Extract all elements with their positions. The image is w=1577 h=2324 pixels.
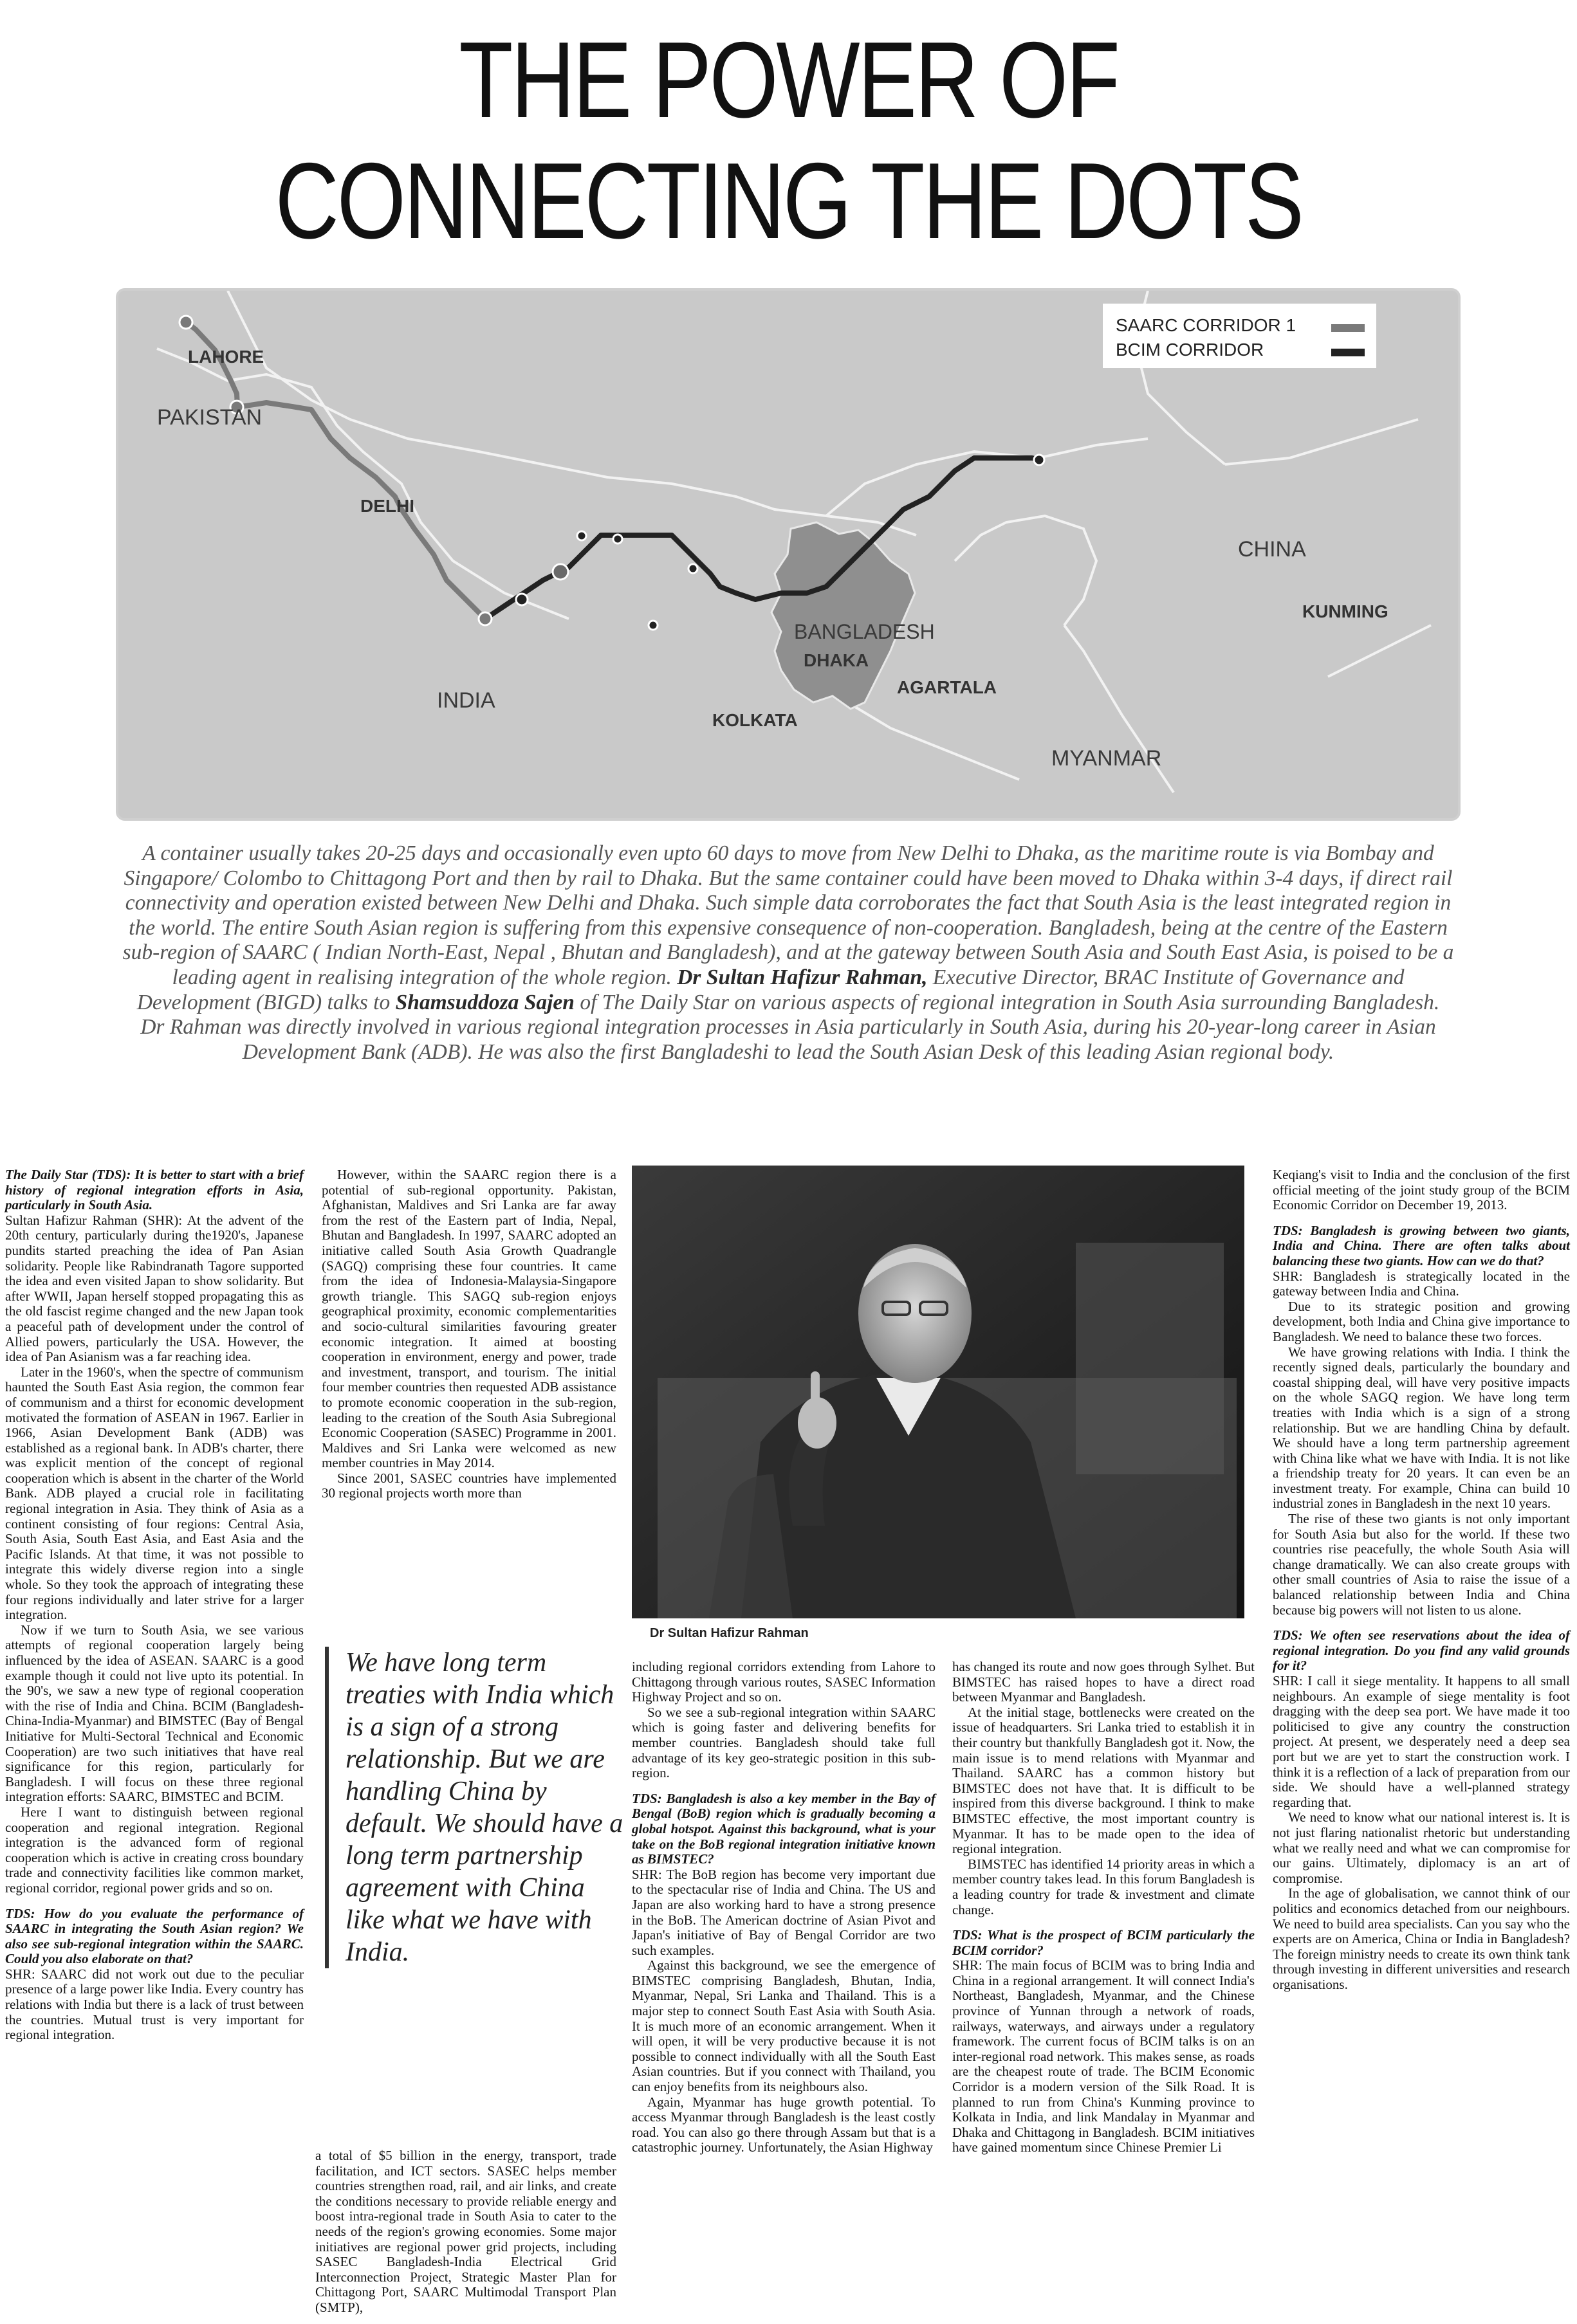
kolkata-marker [479,612,492,625]
label-kunming: KUNMING [1302,601,1388,621]
legend-saarc-swatch [1331,324,1365,332]
headline-line-2: CONNECTING THE DOTS [275,140,1302,261]
corridor-map [116,288,1461,821]
agartala-marker [553,564,568,580]
label-pakistan: PAKISTAN [157,405,263,430]
interview-answer: SHR: The main focus of BCIM was to bring India and China in a regional arrangement. It will connect India's Northeast, Bangladesh, Myanmar, and the Chinese province of Yunnan through a network of roads, railways, waterways, and airways under a regulatory framework. The current focus of BCIM talks is on an inter-regional road network. This makes sense, as roads are the cheapest route of trade. The BCIM Economic Corridor is a modern version of the Silk Road. It is planned to run from China's Kunming province to Kolkata in India, and link Mandalay in Myanmar and Dhaka and Chittagong in Bangladesh. BCIM initiatives have gained momentum since Chinese Premier Li [952,1957,1255,2155]
intro-text-3: of The Daily Star on various aspects of regional integration in South Asia surrounding Bangladesh. Dr Rahman was directly involved in various regional integration processes in Asia particularly in South Asia, during his 20-year-long career in Asian Development Bank (ADB). He was also the first Bangladeshi to lead the South Asian Desk of this leading Asian regional body. [140,990,1440,1064]
body-paragraph: In the age of globalisation, we cannot think of our politics and economics detached from our neighbours. We need to build area specialists. Can you say who the experts are on America, China or India in Bangladesh? The foreign ministry needs to create its own think tank through investing in different universities and research organisations. [1273,1885,1570,1992]
body-paragraph: BIMSTEC has identified 14 priority areas in which a member country takes lead. In this forum Bangladesh is a leading country for trade & investment and climate change. [952,1856,1255,1917]
body-paragraph: Later in the 1960's, when the spectre of communism haunted the South East Asia region, the common fear of communism and a thirst for economic development motivated the formation of ASEAN in 1967. Earlier in 1966, Asian Development Bank (ADB) was established as a regional bank. In ADB's charter, there was explicit mention of the concept of regional cooperation which is absent in the charter of the World Bank. ADB played a crucial role in facilitating regional integration in Asia. They think of Asia as a continent consisting of four regions: Central Asia, South Asia, South East Asia, and East Asia and the Pacific Islands. At that time, it was not possible to integrate this widely diverse region into a single whole. So they took the approach of integrating these four regions individually and later strive for a larger integration. [5,1364,304,1623]
body-paragraph: Since 2001, SASEC countries have implemented 30 regional projects worth more than [322,1470,616,1501]
legend-bcim-label: BCIM CORRIDOR [1116,340,1264,360]
interview-answer: including regional corridors extending from Lahore to Chittagong through various routes, SASEC Information Highway Project and so on. [632,1659,936,1705]
interview-answer: SHR: Bangladesh is strategically located in the gateway between India and China. [1273,1268,1570,1299]
legend-saarc-label: SAARC CORRIDOR 1 [1116,315,1296,335]
body-paragraph: Here I want to distinguish between regional cooperation and regional integration. Regional integration is the advanced form of regional cooperation which is active in creating cross boundary trade and connectivity facilities like common market, regional corridor, regional power grids and so on. [5,1804,304,1896]
interview-answer: SHR: The BoB region has become very important due to the spectacular rise of India and China. The US and Japan are also working hard to have a strong presence in the BoB. The American doctrine of Asian Pivot and Japan's initiative of Bay of Bengal Corridor are two such examples. [632,1866,936,1958]
body-paragraph: We have growing relations with India. I think the recently signed deals, particularly the boundary and coastal shipping deal, will have very positive impacts on the whole SAGQ region. We have long term treaties with India which is a sign of a strong relationship. But we are handling China by default. We should have a long term partnership agreement with China like what we have with India. It is not like a friendship treaty for 20 years. It can even be an investment treaty. For example, China can build 10 industrial zones in Bangladesh in the next 10 years. [1273,1344,1570,1512]
label-kolkata: KOLKATA [712,710,798,730]
imphal-marker [613,535,622,544]
interview-question: TDS: Bangladesh is also a key member in the Bay of Bengal (BoB) region which is gradually becoming a global hotspot. Against this background, what is your take on the BoB regional integration initiative known as BIMSTEC? [632,1790,936,1867]
body-paragraph: The rise of these two giants is not only important for South Asia but also for the world. If these two countries rise peacefully, the whole South Asia will change dramatically. We can also create groups with other small countries of Asia to raise the issue of a balanced relationship between India and China because big powers will not listen to us alone. [1273,1511,1570,1618]
interview-question: TDS: How do you evaluate the performance of SAARC in integrating the South Asian region? We also see sub-regional integration within the SAARC. Could you also elaborate on that? [5,1905,304,1967]
lashio-marker [688,564,697,573]
body-paragraph: So we see a sub-regional integration within SAARC which is going faster and delivering benefits for member countries. Bangladesh should take full advantage of its key geo-strategic position in this sub-region. [632,1704,936,1781]
photo-illustration [632,1166,1244,1618]
map-legend [1103,304,1376,368]
interview-answer: Keqiang's visit to India and the conclusion of the first official meeting of the joint study group of the BCIM Economic Corridor on December 19, 2013. [1273,1167,1570,1213]
column-3 [632,1660,936,2155]
interview-answer: SHR: SAARC did not work out due to the peculiar presence of a large power like India. Every country has relations with India but there is a lack of trust between the countries. Mutual trust is very important for regional integration. [5,1966,304,2043]
label-india: INDIA [437,688,495,713]
body-paragraph: Now if we turn to South Asia, we see various attempts of regional cooperation largely being influenced by the idea of ASEAN. SAARC is a good example though it could not live upto its potential. In the 90's, we saw a new type of regional cooperation with the rise of India and China. BCIM (Bangladesh-China-India-Myanmar) and BIMSTEC (Bay of Bengal Initiative for Multi-Sectoral Technical and Economic Cooperation) are two such initiatives that have real significance for this region, particularly for Bangladesh. I will focus on these three regional integration efforts: SAARC, BIMSTEC and BCIM. [5,1622,304,1805]
lahore-marker [180,316,192,329]
body-paragraph: Due to its strategic position and growing development, both India and China give importance to Bangladesh. We need to balance these two forces. [1273,1298,1570,1344]
photo-caption: Dr Sultan Hafizur Rahman [650,1626,809,1640]
label-china: CHINA [1238,537,1306,562]
label-dhaka: DHAKA [804,650,869,670]
interview-answer: has changed its route and now goes through Sylhet. But BIMSTEC has raised hopes to have a direct road between Myanmar and Bangladesh. [952,1659,1255,1705]
body-paragraph: Again, Myanmar has huge growth potential. To access Myanmar through Bangladesh is the least costly road. You can also go there through Assam but that is a catastrophic journey. Unfortunately, the Asian Highway [632,2094,936,2155]
dhaka-marker [516,594,528,605]
body-paragraph: At the initial stage, bottlenecks were created on the issue of headquarters. Sri Lanka tried to establish it in their country but thankfully Bangladesh got it. Now, the main issue is to mend relations with Myanmar and Thailand. SAARC has a common history but BIMSTEC does not have that. It is difficult to be inspired from this diverse background. I think to make BIMSTEC effective, the most important country is Myanmar. It has to be made open to the idea of regional integration. [952,1704,1255,1857]
column-2-top [322,1167,616,1501]
interviewer-name: Shamsuddoza Sajen [395,990,575,1014]
interview-answer: Sultan Hafizur Rahman (SHR): At the advent of the 20th century, particularly during the1920's, Japanese pundits started preaching the idea of Pan Asian solidarity. People like Rabindranath Tagore supported the idea and even visited Japan to show solidarity. But after WWII, Japan herself stopped propagating this as the old fascist regime changed and the new Japan took a peaceful path of development under the control of Allied powers, particularly the USA. However, the idea of Pan Asianism was a far reaching idea. [5,1212,304,1365]
interview-question: The Daily Star (TDS): It is better to start with a brief history of regional integration efforts in Asia, particularly in South Asia. [5,1167,304,1213]
legend-bcim-swatch [1331,349,1365,356]
interview-answer: SHR: I call it siege mentality. It happens to all small neighbours. An example of siege mentality is foot dragging with the deep sea port. We have made it too politicised to give any country the construction project. At present, we desperately need a deep sea port but we are yet to start the construction work. I think it is a reflection of a lack of preparation from our side. We should have a well-planned strategy regarding that. [1273,1673,1570,1810]
label-agartala: AGARTALA [897,677,997,697]
interview-question: TDS: We often see reservations about the idea of regional integration. Do you find any valid grounds for it? [1273,1627,1570,1674]
column-5 [1273,1167,1570,1992]
kunming-marker [1034,455,1044,465]
body-paragraph: We need to know what our national interest is. It is not just flaring nationalist rhetoric but understanding what we really need and what we can compromise for our gains. Ultimately, diplomacy is an art of compromise. [1273,1809,1570,1886]
column-2-bottom [315,2148,616,2316]
column-4 [952,1660,1255,2155]
label-lahore: LAHORE [188,347,264,367]
body-paragraph: Against this background, we see the emergence of BIMSTEC comprising Bangladesh, Bhutan, India, Myanmar, Nepal, Sri Lanka and Thailand. This is a major step to connect South East Asia with South Asia. It is much more of an economic arrangement. When it will open, it will be very productive because it is not possible to connect individually with all the South East Asian countries. But if you connect with Thailand, you can enjoy benefits from its neighbours also. [632,1957,936,2095]
body-paragraph: However, within the SAARC region there is a potential of sub-regional opportunity. Pakistan, Afghanistan, Maldives and Sri Lanka are far away from the rest of the Eastern part of India, Nepal, Bhutan and Bangladesh. In 1997, SAARC adopted an initiative called South Asia Growth Quadrangle (SAGQ) comprising these four countries. It came from the idea of Indonesia-Malaysia-Singapore growth triangle. This SAGQ sub-region enjoys geographical proximity, economic complementarities and socio-cultural similarities favouring greater economic integration. It aimed at boosting cooperation in environment, energy and power, trade and investment, transport, and tourism. The initial four member countries then requested ADB assistance to promote economic cooperation in the sub-region, leading to the creation of the South Asia Subregional Economic Cooperation (SASEC) Programme in 2001. Maldives and Sri Lanka were welcomed as new member countries in May 2014. [322,1167,616,1471]
interviewee-photo [632,1166,1244,1618]
headline-line-1: THE POWER OF [459,19,1118,140]
interview-question: TDS: Bangladesh is growing between two giants, India and China. There are often talks about balancing these two giants. How can we do that? [1273,1222,1570,1268]
label-myanmar: MYANMAR [1051,746,1162,771]
label-delhi: DELHI [360,496,414,516]
interview-answer: a total of $5 billion in the energy, transport, trade facilitation, and ICT sectors. SASEC helps member countries strengthen road, rail, and air links, and create the conditions necessary to provide reliable energy and boost intra-regional trade in South Asia to cater to the needs of the region's growing economies. Some major initiatives are regional power grid projects, including SASEC Bangladesh-India Electrical Grid Interconnection Project, Strategic Master Plan for Chittagong Port, SAARC Multimodal Transport Plan (SMTP), [315,2148,616,2315]
intro-standfirst [122,841,1454,1065]
column-1 [5,1167,304,2043]
intro-text-2: Executive Director, BRAC Institute of Governance and Development (BIGD) talks to [136,965,1405,1014]
sylhet-marker [577,531,586,540]
interviewee-name: Dr Sultan Hafizur Rahman, [677,965,928,989]
pull-quote: We have long term treaties with India which is a sign of a strong relationship. But we are handling China by default. We should have a long term partnership agreement with China like what we have with India. [325,1647,629,1968]
mandalay-marker [649,621,658,630]
interview-question: TDS: What is the prospect of BCIM particularly the BCIM corridor? [952,1927,1255,1958]
label-bangladesh: BANGLADESH [794,620,935,643]
intro-text-1: A container usually takes 20-25 days and occasionally even upto 60 days to move from New Delhi to Dhaka, as the maritime route is via Bombay and Singapore/ Colombo to Chittagong Port and then by rail to Dhaka. But the same container could have been moved to Dhaka within 3-4 days, if direct rail connectivity and operation existed between New Delhi and Dhaka. Such simple data corroborates the fact that South Asia is the least integrated region in the world. The entire South Asian region is suffering from this expensive consequence of non-cooperation. Bangladesh, being at the centre of the Eastern sub-region of SAARC ( Indian North-East, Nepal , Bhutan and Bangladesh), and at the gateway between South Asia and South East Asia, is poised to be a leading agent in realising integration of the whole region. [122,841,1454,989]
